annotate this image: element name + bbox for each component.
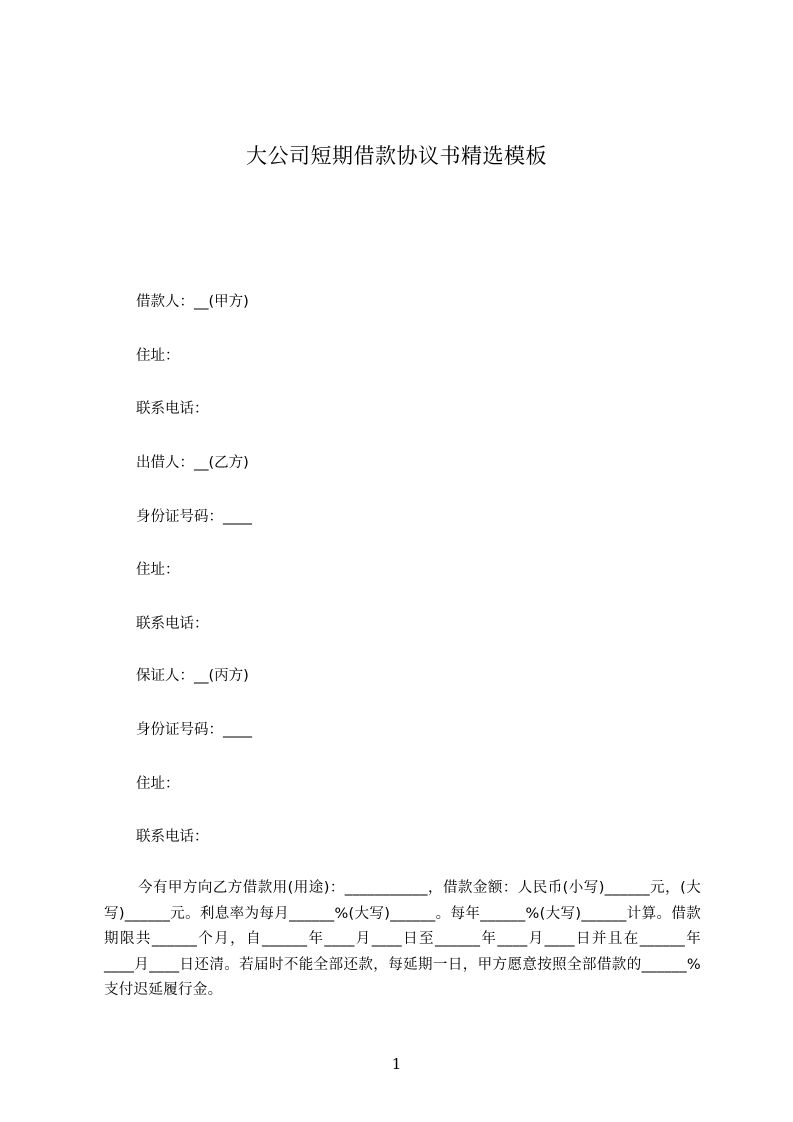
page-number: 1 <box>391 1055 402 1073</box>
loan-terms-paragraph: 今有甲方向乙方借款用(用途)：___________，借款金额：人民币(小写)______元，(大写)______元。利息率为每月______%(大写)______。每年______%(大写)______计算。借款期限共______个月，自______年____月____日至______年____月____日并且在______年____月____日还清。若届时不能全部还款，每延期一日，甲方愿意按照全部借款的______%支付迟延履行金。 <box>104 880 701 998</box>
lender-address-field: 住址： <box>136 562 180 578</box>
guarantor-id-field: 身份证号码：____ <box>136 722 252 738</box>
guarantor-field: 保证人：__(丙方) <box>136 668 249 684</box>
guarantor-address-field: 住址： <box>136 776 180 792</box>
lender-id-field: 身份证号码：____ <box>136 509 252 525</box>
document-title: 大公司短期借款协议书精选模板 <box>246 144 547 168</box>
borrower-address-field: 住址： <box>136 348 180 364</box>
lender-phone-field: 联系电话： <box>136 616 209 632</box>
guarantor-phone-field: 联系电话： <box>136 829 209 845</box>
lender-field: 出借人：__(乙方) <box>136 455 249 471</box>
borrower-field: 借款人：__(甲方) <box>136 294 249 310</box>
borrower-phone-field: 联系电话： <box>136 401 209 417</box>
